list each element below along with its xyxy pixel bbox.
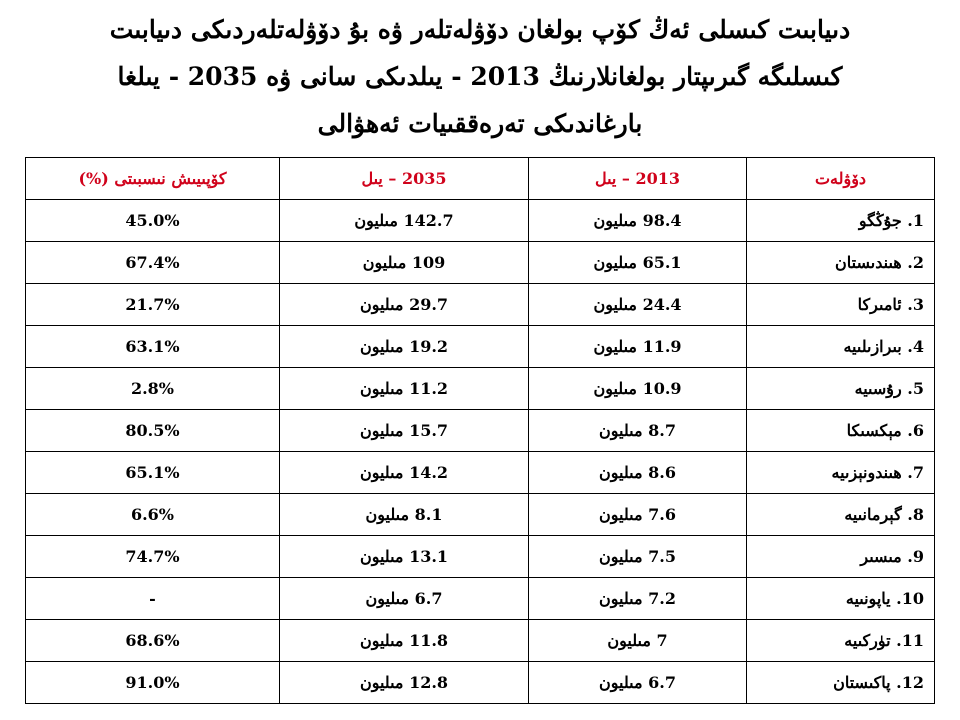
value-2013-cell: 10.9 مىليون — [529, 368, 747, 410]
increase-rate-cell: 6.6% — [26, 494, 280, 536]
increase-rate-cell: 21.7% — [26, 284, 280, 326]
value-2013-cell: 7.6 مىليون — [529, 494, 747, 536]
country-cell: 9. مىسىر — [747, 536, 935, 578]
increase-rate-cell: 74.7% — [26, 536, 280, 578]
title-line-3: بارغاندىكى تەرەققىيات ئەھۋالى — [317, 109, 643, 138]
table-row — [26, 536, 935, 578]
table-row — [26, 242, 935, 284]
country-cell: 7. ھىندونېزىيە — [747, 452, 935, 494]
value-2013-cell: 8.7 مىليون — [529, 410, 747, 452]
country-cell: 5. رۇسىيە — [747, 368, 935, 410]
value-2035-cell: 13.1 مىليون — [280, 536, 529, 578]
value-2013-cell: 8.6 مىليون — [529, 452, 747, 494]
value-2035-cell: 14.2 مىليون — [280, 452, 529, 494]
table-row — [26, 620, 935, 662]
country-cell: 3. ئامىركا — [747, 284, 935, 326]
value-2035-cell: 12.8 مىليون — [280, 662, 529, 704]
value-2035-cell: 29.7 مىليون — [280, 284, 529, 326]
increase-rate-cell: 91.0% — [26, 662, 280, 704]
country-cell: 12. پاكىستان — [747, 662, 935, 704]
title-line-1: دىيابىت كىسلى ئەڭ كۆپ بولغان دۆۋلەتلەر ۋە بۇ دۆۋلەتلەردىكى دىيابىت — [109, 15, 851, 44]
header-2013: 2013 – يىل — [529, 158, 747, 200]
header-2035: 2035 – يىل — [280, 158, 529, 200]
table-row — [26, 578, 935, 620]
title-line-2: كىسلىگە گىرىپتار بولغانلارنىڭ 2013 - يىلدىكى سانى ۋە 2035 - يىلغا — [117, 62, 843, 91]
table-row — [26, 200, 935, 242]
country-cell: 11. تۈركىيە — [747, 620, 935, 662]
value-2035-cell: 8.1 مىليون — [280, 494, 529, 536]
increase-rate-cell: 63.1% — [26, 326, 280, 368]
value-2013-cell: 7.5 مىليون — [529, 536, 747, 578]
increase-rate-cell: 65.1% — [26, 452, 280, 494]
table-row — [26, 368, 935, 410]
value-2035-cell: 15.7 مىليون — [280, 410, 529, 452]
country-cell: 4. بىرازىلىيە — [747, 326, 935, 368]
country-cell: 1. جۇڭگو — [747, 200, 935, 242]
country-cell: 6. مېكسىكا — [747, 410, 935, 452]
table-row — [26, 410, 935, 452]
value-2035-cell: 142.7 مىليون — [280, 200, 529, 242]
table-row — [26, 326, 935, 368]
diabetes-table — [25, 157, 935, 704]
value-2013-cell: 6.7 مىليون — [529, 662, 747, 704]
header-increase-rate: كۆپىيىش نىسبىتى (%) — [26, 158, 280, 200]
value-2013-cell: 11.9 مىليون — [529, 326, 747, 368]
value-2013-cell: 7.2 مىليون — [529, 578, 747, 620]
increase-rate-cell: 45.0% — [26, 200, 280, 242]
value-2013-cell: 7 مىليون — [529, 620, 747, 662]
value-2035-cell: 11.2 مىليون — [280, 368, 529, 410]
increase-rate-cell: 2.8% — [26, 368, 280, 410]
country-cell: 10. ياپونىيە — [747, 578, 935, 620]
value-2035-cell: 11.8 مىليون — [280, 620, 529, 662]
increase-rate-cell: - — [26, 578, 280, 620]
value-2013-cell: 65.1 مىليون — [529, 242, 747, 284]
table-header-row — [26, 158, 935, 200]
increase-rate-cell: 67.4% — [26, 242, 280, 284]
value-2035-cell: 19.2 مىليون — [280, 326, 529, 368]
increase-rate-cell: 68.6% — [26, 620, 280, 662]
value-2013-cell: 24.4 مىليون — [529, 284, 747, 326]
table-row — [26, 662, 935, 704]
value-2035-cell: 6.7 مىليون — [280, 578, 529, 620]
table-row — [26, 494, 935, 536]
increase-rate-cell: 80.5% — [26, 410, 280, 452]
header-country: دۆۋلەت — [747, 158, 935, 200]
value-2035-cell: 109 مىليون — [280, 242, 529, 284]
table-row — [26, 284, 935, 326]
country-cell: 2. ھىندىستان — [747, 242, 935, 284]
country-cell: 8. گېرمانىيە — [747, 494, 935, 536]
page-title — [20, 6, 940, 156]
table-row — [26, 452, 935, 494]
value-2013-cell: 98.4 مىليون — [529, 200, 747, 242]
